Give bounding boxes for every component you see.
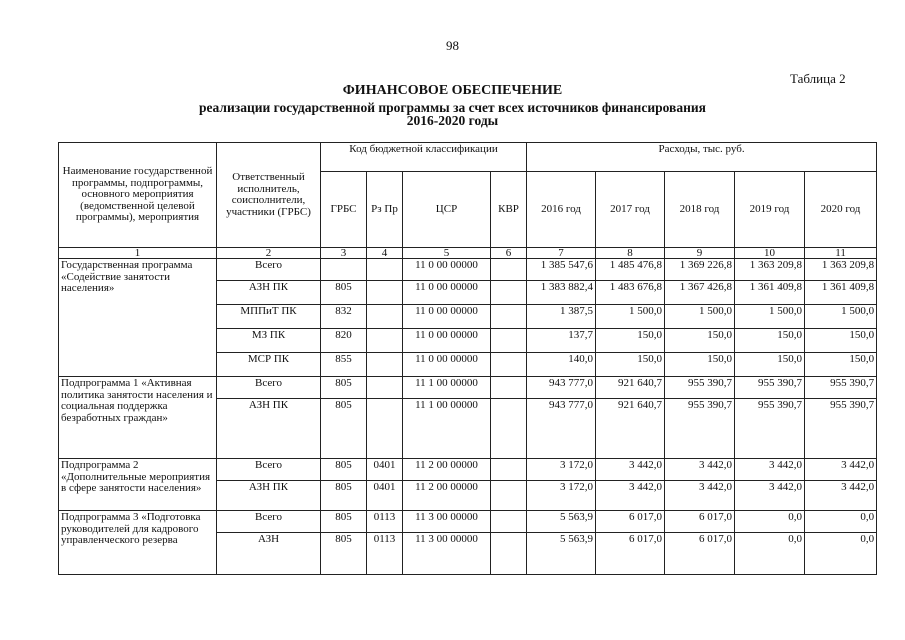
rzpr-cell: 0113 (367, 533, 403, 575)
kvr-cell (491, 305, 527, 329)
grbs-cell: 805 (321, 533, 367, 575)
expense-value-cell: 1 483 676,8 (596, 281, 665, 305)
expense-value-cell: 150,0 (665, 353, 735, 377)
csr-cell: 11 0 00 00000 (403, 305, 491, 329)
expense-value-cell: 150,0 (805, 329, 877, 353)
csr-cell: 11 0 00 00000 (403, 329, 491, 353)
expense-value-cell: 3 172,0 (527, 481, 596, 511)
grbs-cell: 805 (321, 481, 367, 511)
executor-cell: Всего (217, 511, 321, 533)
expense-value-cell: 0,0 (735, 511, 805, 533)
executor-cell: МСР ПК (217, 353, 321, 377)
header-kvr: КВР (491, 172, 527, 248)
expense-value-cell: 955 390,7 (735, 399, 805, 459)
expense-value-cell: 0,0 (735, 533, 805, 575)
header-year: 2020 год (805, 172, 877, 248)
header-csr: ЦСР (403, 172, 491, 248)
grbs-cell: 832 (321, 305, 367, 329)
program-name-cell: Подпрограмма 3 «Подготовка руководителей для кадрового управленческого резерва (59, 511, 217, 575)
column-number: 1 (59, 248, 217, 259)
financing-table (58, 142, 877, 575)
grbs-cell: 805 (321, 459, 367, 481)
kvr-cell (491, 377, 527, 399)
expense-value-cell: 3 442,0 (665, 481, 735, 511)
rzpr-cell: 0401 (367, 481, 403, 511)
executor-cell: МЗ ПК (217, 329, 321, 353)
expense-value-cell: 1 387,5 (527, 305, 596, 329)
expense-value-cell: 150,0 (596, 329, 665, 353)
expense-value-cell: 1 500,0 (735, 305, 805, 329)
rzpr-cell (367, 353, 403, 377)
csr-cell: 11 1 00 00000 (403, 377, 491, 399)
header-year: 2018 год (665, 172, 735, 248)
column-number: 5 (403, 248, 491, 259)
header-budget-code: Код бюджетной классификации (321, 143, 527, 172)
title-line-1: ФИНАНСОВОЕ ОБЕСПЕЧЕНИЕ (342, 83, 563, 98)
kvr-cell (491, 399, 527, 459)
executor-cell: Всего (217, 259, 321, 281)
expense-value-cell: 150,0 (735, 329, 805, 353)
kvr-cell (491, 533, 527, 575)
executor-cell: МППиТ ПК (217, 305, 321, 329)
expense-value-cell: 6 017,0 (665, 511, 735, 533)
expense-value-cell: 1 367 426,8 (665, 281, 735, 305)
grbs-cell (321, 259, 367, 281)
title-line-2: реализации государственной программы за счет всех источников финансирования (199, 100, 706, 115)
expense-value-cell: 955 390,7 (805, 399, 877, 459)
kvr-cell (491, 459, 527, 481)
table-label: Таблица 2 (790, 71, 846, 86)
kvr-cell (491, 511, 527, 533)
expense-value-cell: 1 383 882,4 (527, 281, 596, 305)
csr-cell: 11 2 00 00000 (403, 459, 491, 481)
expense-value-cell: 3 442,0 (735, 481, 805, 511)
grbs-cell: 805 (321, 399, 367, 459)
column-number: 2 (217, 248, 321, 259)
expense-value-cell: 1 500,0 (596, 305, 665, 329)
csr-cell: 11 1 00 00000 (403, 399, 491, 459)
expense-value-cell: 5 563,9 (527, 533, 596, 575)
expense-value-cell: 1 361 409,8 (735, 281, 805, 305)
rzpr-cell (367, 329, 403, 353)
column-number: 10 (735, 248, 805, 259)
executor-cell: АЗН ПК (217, 281, 321, 305)
header-year: 2019 год (735, 172, 805, 248)
expense-value-cell: 3 442,0 (735, 459, 805, 481)
expense-value-cell: 3 172,0 (527, 459, 596, 481)
expense-value-cell: 1 363 209,8 (735, 259, 805, 281)
kvr-cell (491, 259, 527, 281)
title-line-3: 2016-2020 годы (406, 113, 499, 128)
expense-value-cell: 140,0 (527, 353, 596, 377)
expense-value-cell: 150,0 (665, 329, 735, 353)
header-year: 2017 год (596, 172, 665, 248)
csr-cell: 11 3 00 00000 (403, 511, 491, 533)
kvr-cell (491, 353, 527, 377)
rzpr-cell (367, 305, 403, 329)
expense-value-cell: 943 777,0 (527, 377, 596, 399)
expense-value-cell: 3 442,0 (805, 459, 877, 481)
executor-cell: Всего (217, 459, 321, 481)
grbs-cell: 805 (321, 511, 367, 533)
table-row (59, 511, 877, 533)
csr-cell: 11 2 00 00000 (403, 481, 491, 511)
executor-cell: Всего (217, 377, 321, 399)
csr-cell: 11 0 00 00000 (403, 259, 491, 281)
csr-cell: 11 3 00 00000 (403, 533, 491, 575)
expense-value-cell: 3 442,0 (805, 481, 877, 511)
expense-value-cell: 1 385 547,6 (527, 259, 596, 281)
rzpr-cell (367, 399, 403, 459)
csr-cell: 11 0 00 00000 (403, 281, 491, 305)
rzpr-cell: 0113 (367, 511, 403, 533)
header-year: 2016 год (527, 172, 596, 248)
expense-value-cell: 921 640,7 (596, 377, 665, 399)
expense-value-cell: 943 777,0 (527, 399, 596, 459)
expense-value-cell: 6 017,0 (596, 511, 665, 533)
column-number: 6 (491, 248, 527, 259)
program-name-cell: Подпрограмма 1 «Активная политика занятости населения и социальная поддержка безработных граждан» (59, 377, 217, 459)
column-number: 7 (527, 248, 596, 259)
grbs-cell: 805 (321, 377, 367, 399)
kvr-cell (491, 329, 527, 353)
column-number: 4 (367, 248, 403, 259)
expense-value-cell: 6 017,0 (596, 533, 665, 575)
executor-cell: АЗН ПК (217, 399, 321, 459)
column-number: 8 (596, 248, 665, 259)
csr-cell: 11 0 00 00000 (403, 353, 491, 377)
expense-value-cell: 1 363 209,8 (805, 259, 877, 281)
grbs-cell: 855 (321, 353, 367, 377)
expense-value-cell: 3 442,0 (596, 481, 665, 511)
column-number: 3 (321, 248, 367, 259)
executor-cell: АЗН ПК (217, 481, 321, 511)
header-name: Наименование государственной программы, подпрограммы, основного мероприятия (ведомственной целевой программы), мероприятия (59, 143, 217, 248)
table-row (59, 377, 877, 399)
rzpr-cell (367, 281, 403, 305)
rzpr-cell: 0401 (367, 459, 403, 481)
expense-value-cell: 955 390,7 (735, 377, 805, 399)
header-grbs: ГРБС (321, 172, 367, 248)
expense-value-cell: 1 485 476,8 (596, 259, 665, 281)
page-number: 98 (446, 38, 459, 53)
expense-value-cell: 1 369 226,8 (665, 259, 735, 281)
column-number: 9 (665, 248, 735, 259)
table-row (59, 259, 877, 281)
expense-value-cell: 137,7 (527, 329, 596, 353)
kvr-cell (491, 281, 527, 305)
expense-value-cell: 150,0 (805, 353, 877, 377)
header-executor: Ответственный исполнитель, соисполнители, участники (ГРБС) (217, 143, 321, 248)
column-numbers-row (59, 248, 877, 259)
header-rzpr: Рз Пр (367, 172, 403, 248)
kvr-cell (491, 481, 527, 511)
table-body (59, 259, 877, 575)
expense-value-cell: 1 500,0 (665, 305, 735, 329)
executor-cell: АЗН (217, 533, 321, 575)
expense-value-cell: 1 500,0 (805, 305, 877, 329)
expense-value-cell: 150,0 (735, 353, 805, 377)
table-row (59, 459, 877, 481)
rzpr-cell (367, 259, 403, 281)
program-name-cell: Подпрограмма 2 «Дополнительные мероприятия в сфере занятости населения» (59, 459, 217, 511)
grbs-cell: 805 (321, 281, 367, 305)
rzpr-cell (367, 377, 403, 399)
document-title (0, 84, 905, 127)
expense-value-cell: 3 442,0 (596, 459, 665, 481)
grbs-cell: 820 (321, 329, 367, 353)
expense-value-cell: 0,0 (805, 511, 877, 533)
expense-value-cell: 3 442,0 (665, 459, 735, 481)
column-number: 11 (805, 248, 877, 259)
expense-value-cell: 1 361 409,8 (805, 281, 877, 305)
expense-value-cell: 6 017,0 (665, 533, 735, 575)
expense-value-cell: 921 640,7 (596, 399, 665, 459)
header-expenses: Расходы, тыс. руб. (527, 143, 877, 172)
expense-value-cell: 955 390,7 (665, 399, 735, 459)
expense-value-cell: 5 563,9 (527, 511, 596, 533)
expense-value-cell: 955 390,7 (665, 377, 735, 399)
expense-value-cell: 955 390,7 (805, 377, 877, 399)
expense-value-cell: 0,0 (805, 533, 877, 575)
program-name-cell: Государственная программа «Содействие занятости населения» (59, 259, 217, 377)
expense-value-cell: 150,0 (596, 353, 665, 377)
